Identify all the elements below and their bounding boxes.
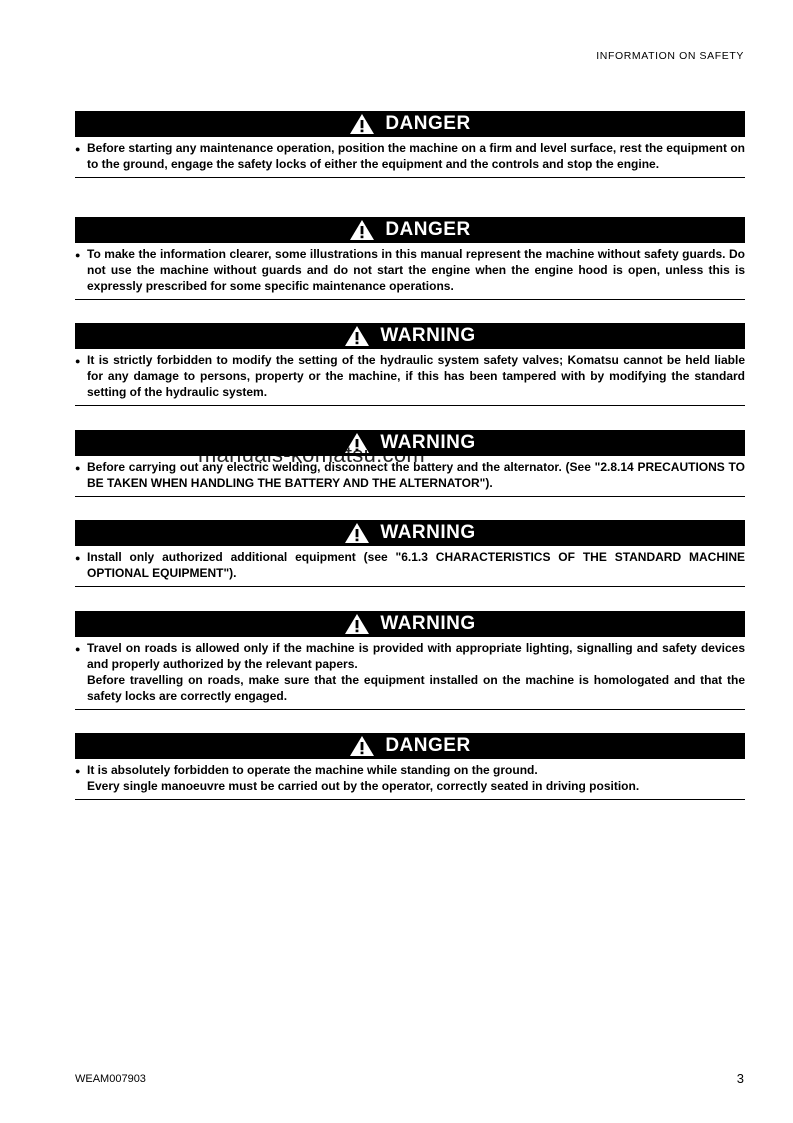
notice-paragraph: Travel on roads is allowed only if the machine is provided with appropriate lighting, signalling and safety devices and properly authorized by the relevant papers. <box>87 641 745 671</box>
notice-header-bar <box>75 323 745 349</box>
notice-paragraph: Before carrying out any electric welding, disconnect the battery and the alternator. (See "2.8.14 PRECAUTIONS TO BE TAKEN WHEN HANDLING THE BATTERY AND THE ALTERNATOR"). <box>87 460 745 490</box>
notice-body <box>75 759 745 799</box>
page-header-title: INFORMATION ON SAFETY <box>596 50 744 62</box>
bullet-dot-icon: ● <box>75 644 81 654</box>
safety-notice-danger <box>75 217 745 300</box>
notice-paragraph: Before starting any maintenance operation, position the machine on a firm and level surface, rest the equipment on to the ground, engage the safety locks of either the equipment and the controls and stop the engine. <box>87 141 745 171</box>
safety-notice-warning <box>75 611 745 710</box>
warning-triangle-icon <box>349 219 385 241</box>
bullet-dot-icon: ● <box>75 250 81 260</box>
notice-paragraph: Before travelling on roads, make sure that the equipment installed on the machine is homologated and that the safety locks are correctly engaged. <box>87 673 745 703</box>
bullet-dot-icon: ● <box>75 553 81 563</box>
warning-triangle-icon <box>344 613 380 635</box>
notice-paragraph: Install only authorized additional equipment (see "6.1.3 CHARACTERISTICS OF THE STANDARD MACHINE OPTIONAL EQUIPMENT"). <box>87 550 745 580</box>
notice-paragraph: To make the information clearer, some illustrations in this manual represent the machine without safety guards. Do not use the machine without guards and do not start the engine when the engine hood is open, unless this is expressly prescribed for some specific maintenance operations. <box>87 247 745 293</box>
bullet-dot-icon: ● <box>75 766 81 776</box>
notice-label: DANGER <box>385 113 471 134</box>
notice-paragraph: It is strictly forbidden to modify the setting of the hydraulic system safety valves; Komatsu cannot be held liable for any damage to persons, property or the machine, if this has been tampered with by modifying the standard setting of the hydraulic system. <box>87 353 745 399</box>
warning-triangle-icon <box>349 113 385 135</box>
page-number: 3 <box>736 1071 744 1086</box>
notice-label: WARNING <box>380 432 476 453</box>
notice-body <box>75 637 745 709</box>
bullet-dot-icon: ● <box>75 463 81 473</box>
notice-header-bar <box>75 733 745 759</box>
notice-header-bar <box>75 111 745 137</box>
notice-body <box>75 243 745 299</box>
safety-notice-danger <box>75 733 745 800</box>
notice-label: WARNING <box>380 325 476 346</box>
notice-label: DANGER <box>385 219 471 240</box>
notice-body <box>75 546 745 586</box>
bullet-dot-icon: ● <box>75 144 81 154</box>
notice-label: DANGER <box>385 735 471 756</box>
notice-header-bar <box>75 520 745 546</box>
document-code: WEAM007903 <box>75 1073 146 1085</box>
notice-label: WARNING <box>380 522 476 543</box>
bullet-dot-icon: ● <box>75 356 81 366</box>
notice-paragraph: Every single manoeuvre must be carried out by the operator, correctly seated in driving position. <box>87 779 640 793</box>
warning-triangle-icon <box>349 735 385 757</box>
safety-notice-danger <box>75 111 745 178</box>
safety-notice-warning <box>75 520 745 587</box>
notice-header-bar <box>75 217 745 243</box>
notice-body <box>75 137 745 177</box>
notice-body <box>75 349 745 405</box>
safety-notice-warning <box>75 323 745 406</box>
notice-header-bar <box>75 611 745 637</box>
warning-triangle-icon <box>344 522 380 544</box>
notice-paragraph: It is absolutely forbidden to operate the machine while standing on the ground. <box>87 763 538 777</box>
notice-label: WARNING <box>380 613 476 634</box>
warning-triangle-icon <box>344 325 380 347</box>
watermark-text: manuals-komatsu.com <box>198 442 425 467</box>
